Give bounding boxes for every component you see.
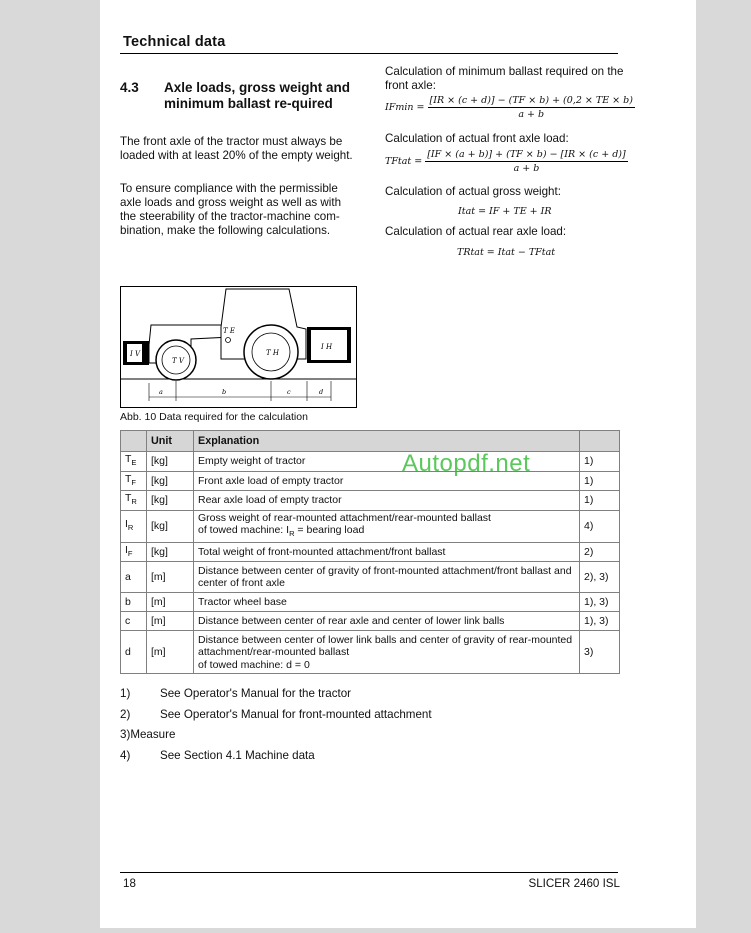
product-name: SLICER 2460 ISL xyxy=(528,877,620,890)
figure-caption: Abb. 10 Data required for the calculation xyxy=(120,411,308,423)
row-note: 1) xyxy=(580,471,620,491)
front-axle-denominator: a + b xyxy=(513,163,540,174)
header-note xyxy=(580,431,620,452)
label-c: c xyxy=(287,388,291,396)
row-explanation: Empty weight of tractor xyxy=(194,452,580,472)
table-row xyxy=(121,562,620,593)
table-row xyxy=(121,491,620,511)
row-explanation: Total weight of front-mounted attachment/front ballast xyxy=(194,542,580,562)
row-explanation: Distance between center of gravity of front-mounted attachment/front ballast and center of front axle xyxy=(194,562,580,593)
row-unit: [m] xyxy=(147,612,194,631)
footnote-1: 1) See Operator's Manual for the tractor xyxy=(120,687,352,700)
row-explanation: Distance between center of lower link balls and center of gravity of rear-mounted attachment/rear-mounted ballast of towed machine: d = 0 xyxy=(194,631,580,674)
row-explanation: Front axle load of empty tractor xyxy=(194,471,580,491)
document-page xyxy=(100,0,696,928)
row-symbol: c xyxy=(121,612,147,631)
row-symbol: $T_E$ xyxy=(121,452,147,472)
row-note: 1), 3) xyxy=(580,612,620,631)
tractor-diagram xyxy=(121,287,356,407)
header-symbol xyxy=(121,431,147,452)
table-row xyxy=(121,510,620,542)
watermark: Autopdf.net xyxy=(402,450,531,477)
table-row xyxy=(121,542,620,562)
table-header-row xyxy=(121,431,620,452)
row-symbol: b xyxy=(121,593,147,612)
min-ballast-denominator: a + b xyxy=(518,109,545,120)
gross-weight-formula: Itat = IF + TE + IR xyxy=(458,206,552,217)
row-unit: [kg] xyxy=(147,542,194,562)
row-explanation: Distance between center of rear axle and center of lower link balls xyxy=(194,612,580,631)
section-number: 4.3 xyxy=(120,80,139,95)
row-explanation: Tractor wheel base xyxy=(194,593,580,612)
row-note: 3) xyxy=(580,631,620,674)
front-axle-label: Calculation of actual front axle load: xyxy=(385,132,569,145)
row-explanation: Rear axle load of empty tractor xyxy=(194,491,580,511)
front-axle-lhs: TFtat = xyxy=(385,156,423,167)
row-symbol: $T_F$ xyxy=(121,471,147,491)
label-te: T E xyxy=(223,327,236,335)
row-note: 1) xyxy=(580,452,620,472)
rear-axle-formula: TRtat = Itat − TFtat xyxy=(457,247,556,258)
front-axle-numerator: [IF × (a + b)] + (TF × b) − [IR × (c + d)] xyxy=(427,149,626,160)
label-tv: T V xyxy=(172,357,184,365)
row-explanation: Gross weight of rear-mounted attachment/rear-mounted ballast of towed machine: $I_R$ = bearing load xyxy=(194,510,580,542)
table-row xyxy=(121,452,620,472)
row-note: 1) xyxy=(580,491,620,511)
row-unit: [m] xyxy=(147,593,194,612)
paragraph-front-axle: The front axle of the tractor must always be loaded with at least 20% of the empty weight. xyxy=(120,135,353,162)
row-symbol: d xyxy=(121,631,147,674)
tractor-figure xyxy=(120,286,357,408)
min-ballast-label: Calculation of minimum ballast required on the front axle: xyxy=(385,65,624,92)
table-row xyxy=(121,612,620,631)
header-title: Technical data xyxy=(123,34,226,50)
data-table xyxy=(120,430,620,674)
table-row xyxy=(121,593,620,612)
header-explanation: Explanation xyxy=(194,431,580,452)
label-b: b xyxy=(222,388,227,396)
section-title: Axle loads, gross weight and minimum ballast re-quired xyxy=(164,80,351,111)
table-row xyxy=(121,471,620,491)
front-axle-formula xyxy=(385,149,628,174)
footnote-3: 3)Measure xyxy=(120,728,176,741)
row-unit: [kg] xyxy=(147,452,194,472)
row-symbol: $T_R$ xyxy=(121,491,147,511)
footnote-2: 2) See Operator's Manual for front-mounted attachment xyxy=(120,708,432,721)
label-th: T H xyxy=(266,349,279,357)
min-ballast-lhs: IFmin = xyxy=(385,102,425,113)
row-symbol: $I_F$ xyxy=(121,542,147,562)
row-note: 1), 3) xyxy=(580,593,620,612)
row-unit: [kg] xyxy=(147,491,194,511)
footnote-4: 4) See Section 4.1 Machine data xyxy=(120,749,315,762)
page-number: 18 xyxy=(123,877,136,890)
rear-axle-label: Calculation of actual rear axle load: xyxy=(385,225,567,238)
row-symbol: $I_R$ xyxy=(121,510,147,542)
gross-weight-label: Calculation of actual gross weight: xyxy=(385,185,561,198)
label-d: d xyxy=(319,388,324,396)
row-unit: [m] xyxy=(147,631,194,674)
row-symbol: a xyxy=(121,562,147,593)
row-unit: [m] xyxy=(147,562,194,593)
label-ih: I H xyxy=(321,343,333,351)
paragraph-compliance: To ensure compliance with the permissible axle loads and gross weight as well as with the steerability of the tractor-machine com-bination, make the following calculations. xyxy=(120,182,342,237)
row-unit: [kg] xyxy=(147,510,194,542)
row-unit: [kg] xyxy=(147,471,194,491)
label-a: a xyxy=(159,388,163,396)
row-note: 2) xyxy=(580,542,620,562)
row-note: 4) xyxy=(580,510,620,542)
header-rule xyxy=(120,53,618,54)
header-unit: Unit xyxy=(147,431,194,452)
label-iv: I V xyxy=(130,350,141,358)
min-ballast-numerator: [IR × (c + d)] − (TF × b) + (0,2 × TE × b) xyxy=(429,95,633,106)
table-row xyxy=(121,631,620,674)
min-ballast-formula xyxy=(385,95,635,120)
row-note: 2), 3) xyxy=(580,562,620,593)
footer-rule xyxy=(120,872,618,873)
